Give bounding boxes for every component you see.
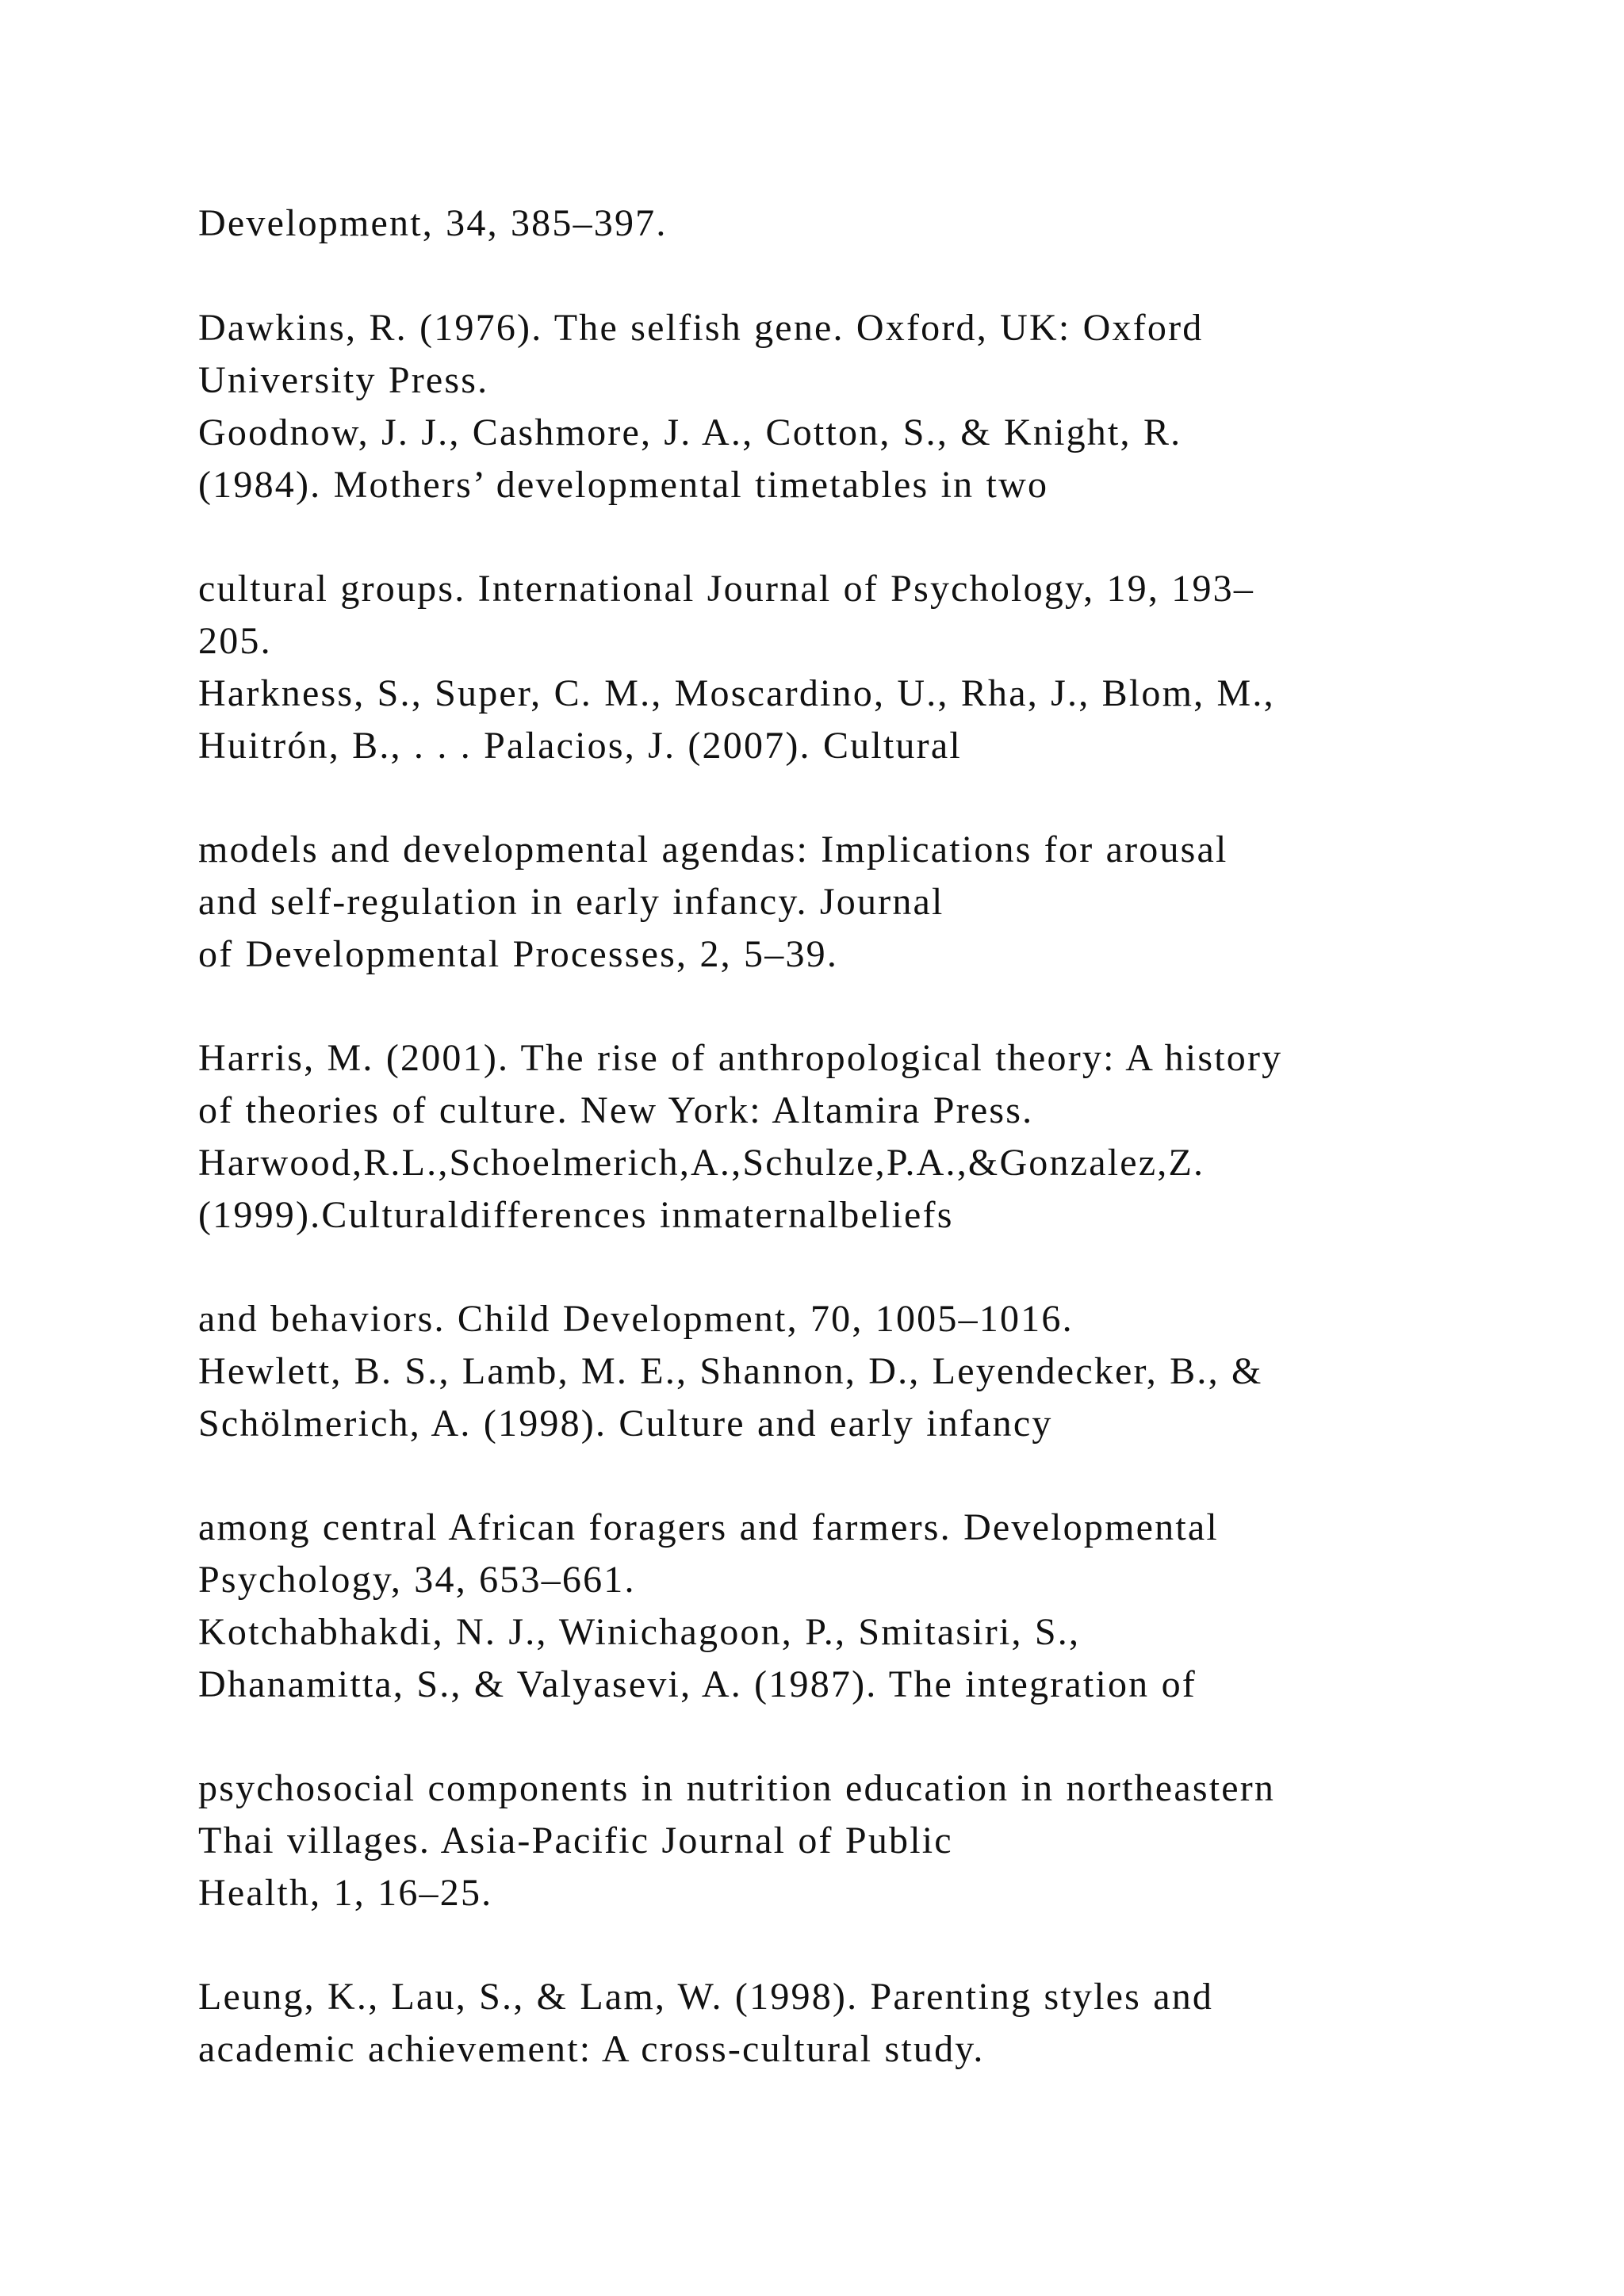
reference-line: and self-regulation in early infancy. Journal xyxy=(198,881,944,923)
reference-line: among central African foragers and farmers. Developmental xyxy=(198,1506,1219,1548)
reference-line: of theories of culture. New York: Altamira Press. xyxy=(198,1089,1034,1131)
reference-line: Harwood,R.L.,Schoelmerich,A.,Schulze,P.A.,&Gonzalez,Z. xyxy=(198,1142,1205,1184)
reference-line: University Press. xyxy=(198,359,489,401)
reference-line: psychosocial components in nutrition education in northeastern xyxy=(198,1767,1276,1809)
reference-line: Goodnow, J. J., Cashmore, J. A., Cotton, S., & Knight, R. xyxy=(198,411,1182,453)
reference-line: Dhanamitta, S., & Valyasevi, A. (1987). The integration of xyxy=(198,1663,1197,1705)
reference-line: cultural groups. International Journal of Psychology, 19, 193– xyxy=(198,568,1255,610)
reference-line: of Developmental Processes, 2, 5–39. xyxy=(198,933,839,975)
reference-line: 205. xyxy=(198,620,272,662)
reference-line: Development, 34, 385–397. xyxy=(198,202,668,244)
reference-line: models and developmental agendas: Implications for arousal xyxy=(198,828,1228,871)
reference-line: Thai villages. Asia-Pacific Journal of Public xyxy=(198,1820,953,1862)
reference-line: Schölmerich, A. (1998). Culture and early infancy xyxy=(198,1402,1053,1445)
reference-line: Psychology, 34, 653–661. xyxy=(198,1559,636,1601)
reference-line: and behaviors. Child Development, 70, 1005–1016. xyxy=(198,1298,1074,1340)
reference-line: Health, 1, 16–25. xyxy=(198,1872,493,1914)
reference-line: Dawkins, R. (1976). The selfish gene. Oxford, UK: Oxford xyxy=(198,307,1204,349)
reference-line: (1999).Culturaldifferences inmaternalbeliefs xyxy=(198,1194,954,1236)
reference-line: Harris, M. (2001). The rise of anthropological theory: A history xyxy=(198,1037,1283,1079)
reference-line: Harkness, S., Super, C. M., Moscardino, U., Rha, J., Blom, M., xyxy=(198,672,1275,714)
reference-line: (1984). Mothers’ developmental timetables in two xyxy=(198,464,1049,506)
reference-line: Leung, K., Lau, S., & Lam, W. (1998). Parenting styles and xyxy=(198,1976,1214,2018)
reference-line: academic achievement: A cross-cultural study. xyxy=(198,2028,985,2070)
reference-line: Hewlett, B. S., Lamb, M. E., Shannon, D., Leyendecker, B., & xyxy=(198,1350,1263,1392)
reference-line: Kotchabhakdi, N. J., Winichagoon, P., Smitasiri, S., xyxy=(198,1611,1081,1653)
reference-line: Huitrón, B., . . . Palacios, J. (2007). Cultural xyxy=(198,725,962,767)
